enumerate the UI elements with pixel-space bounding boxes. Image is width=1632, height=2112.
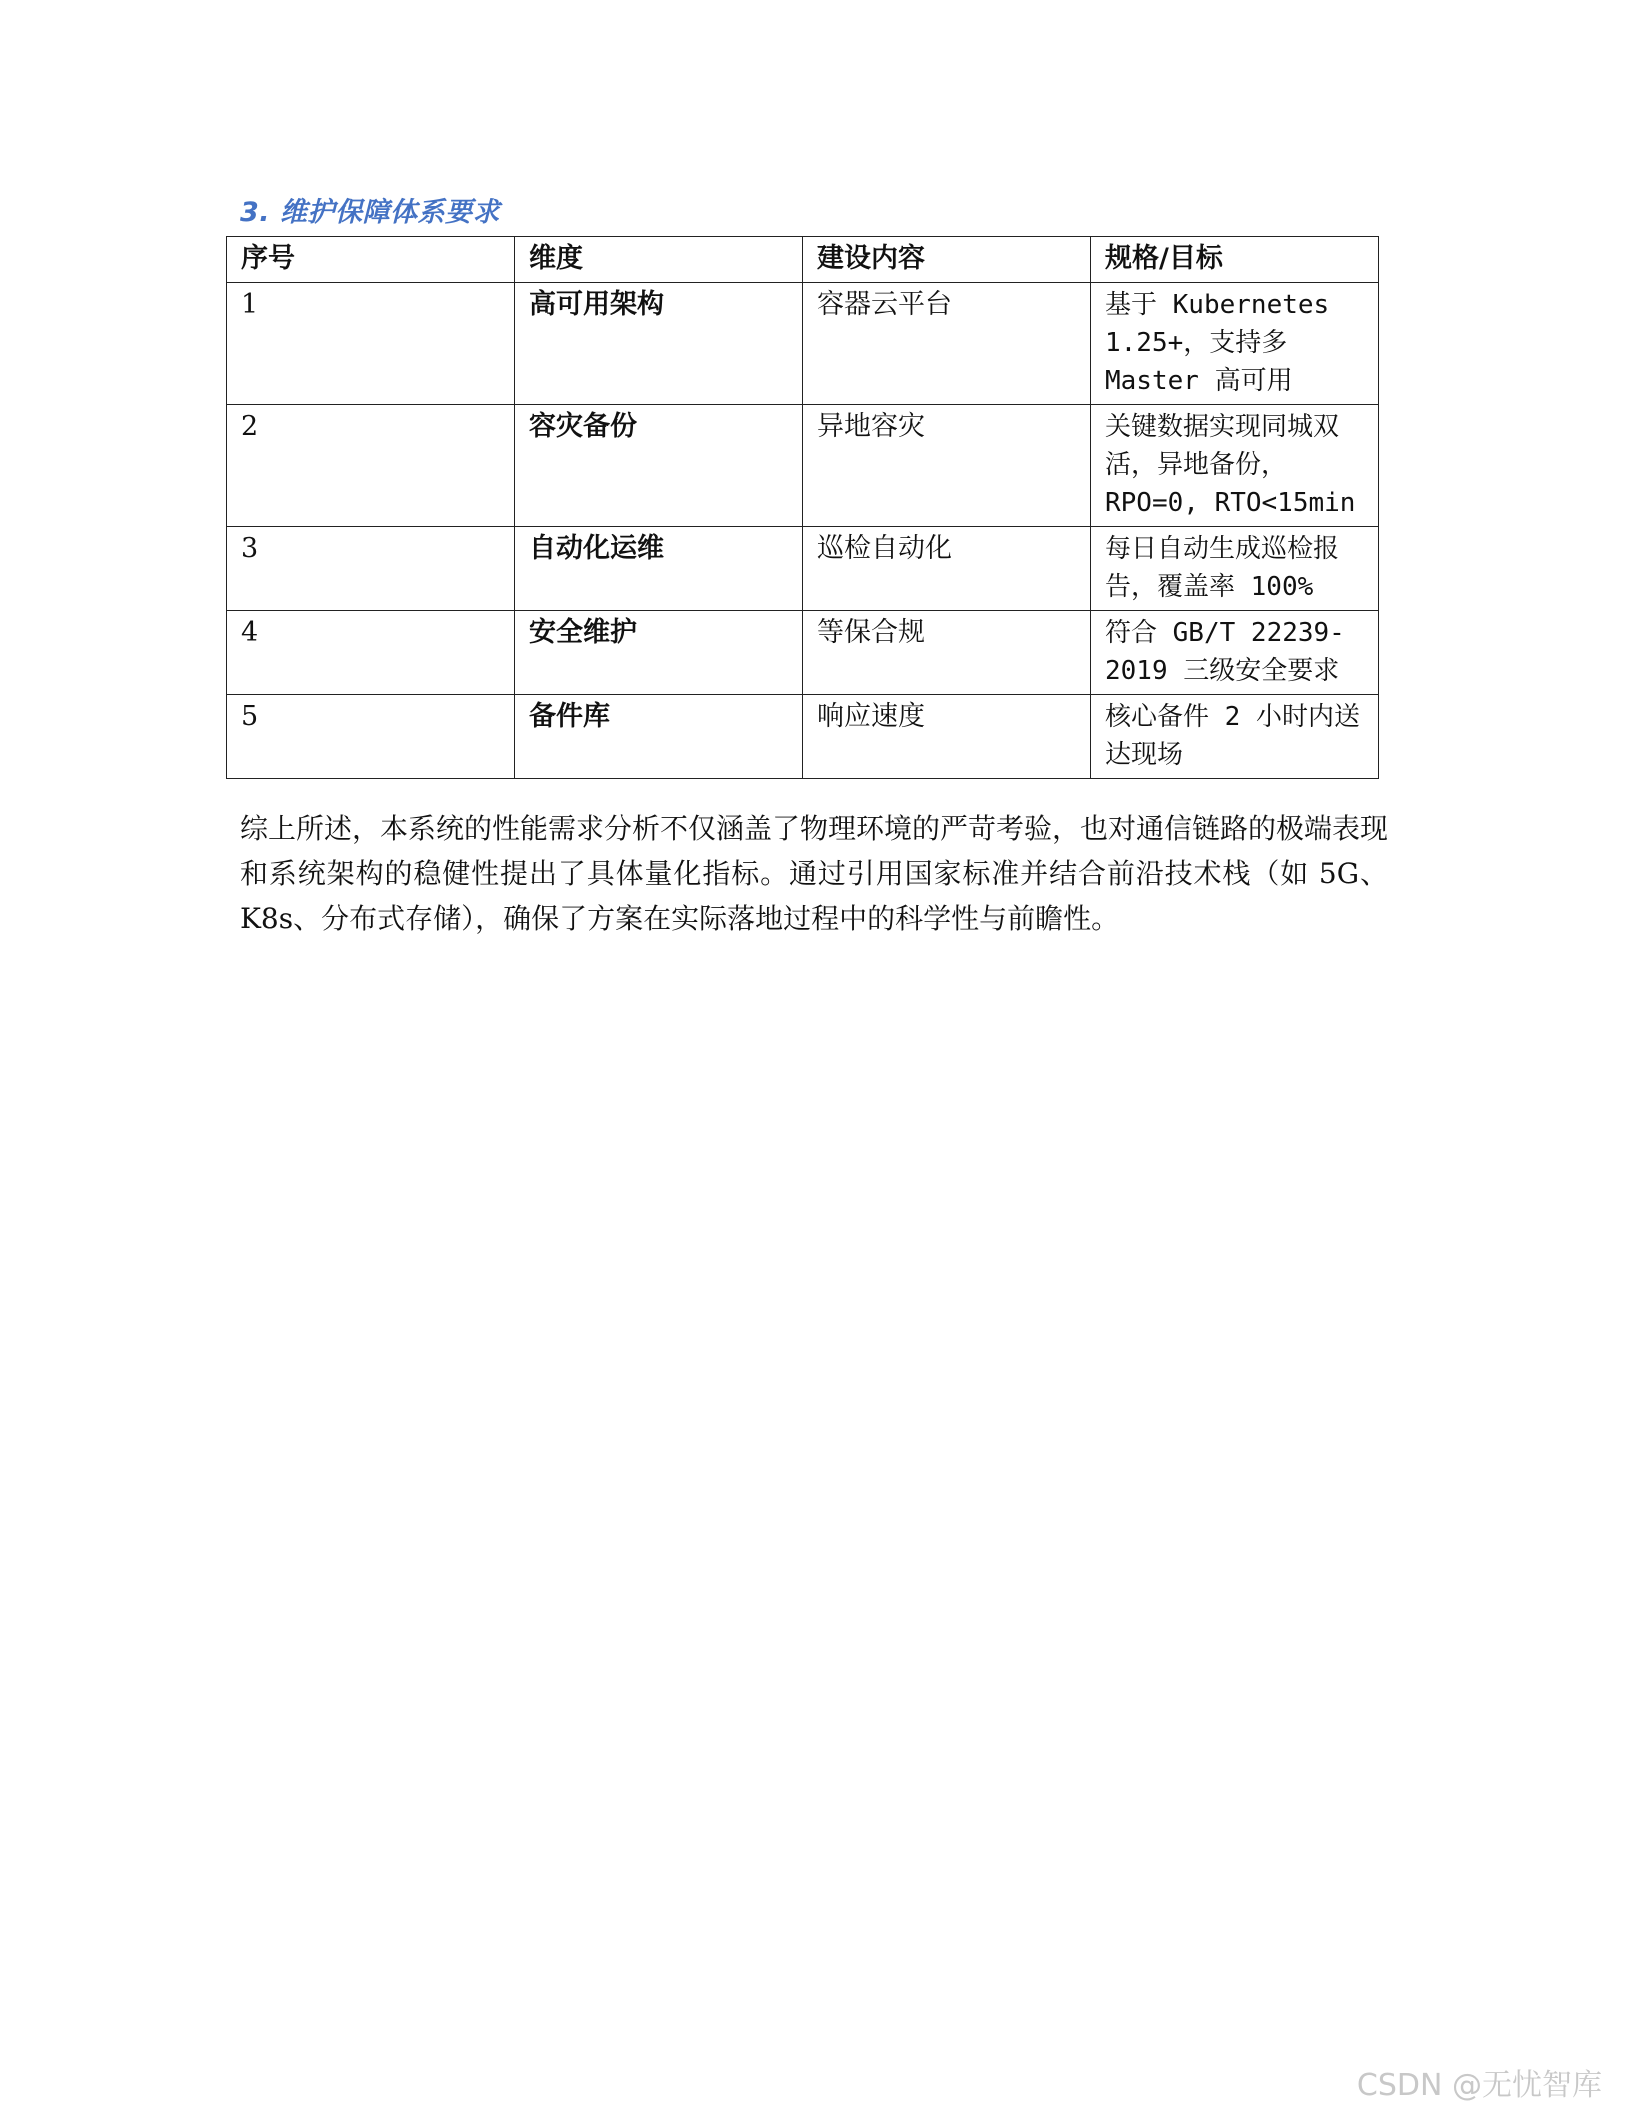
cell-spec: 核心备件 2 小时内送达现场 [1091,695,1379,779]
cell-seq: 5 [227,695,515,779]
cell-seq: 3 [227,527,515,611]
watermark: CSDN @无忧智库 [1356,2068,1602,2103]
table-row [227,405,1379,527]
cell-dimension: 备件库 [515,695,803,779]
table-header-row [227,237,1379,283]
cell-content: 异地容灾 [803,405,1091,527]
cell-spec: 基于 Kubernetes 1.25+，支持多 Master 高可用 [1091,283,1379,405]
header-seq: 序号 [227,237,515,283]
cell-spec: 每日自动生成巡检报告，覆盖率 100% [1091,527,1379,611]
cell-dimension: 容灾备份 [515,405,803,527]
table-row [227,283,1379,405]
table-row [227,611,1379,695]
cell-seq: 4 [227,611,515,695]
header-dimension: 维度 [515,237,803,283]
table-row [227,695,1379,779]
cell-dimension: 高可用架构 [515,283,803,405]
requirements-table [226,236,1379,779]
cell-seq: 1 [227,283,515,405]
cell-seq: 2 [227,405,515,527]
cell-content: 等保合规 [803,611,1091,695]
cell-dimension: 安全维护 [515,611,803,695]
header-spec: 规格/目标 [1091,237,1379,283]
cell-dimension: 自动化运维 [515,527,803,611]
cell-spec: 符合 GB/T 22239-2019 三级安全要求 [1091,611,1379,695]
table-row [227,527,1379,611]
summary-paragraph: 综上所述，本系统的性能需求分析不仅涵盖了物理环境的严苛考验，也对通信链路的极端表现和系统架构的稳健性提出了具体量化指标。通过引用国家标准并结合前沿技术栈（如 5G、K8s、分布式存储），确保了方案在实际落地过程中的科学性与前瞻性。 [240,812,1389,935]
cell-content: 巡检自动化 [803,527,1091,611]
cell-spec: 关键数据实现同城双活，异地备份，RPO=0, RTO<15min [1091,405,1379,527]
header-content: 建设内容 [803,237,1091,283]
cell-content: 容器云平台 [803,283,1091,405]
section-heading: 3. 维护保障体系要求 [240,197,500,228]
cell-content: 响应速度 [803,695,1091,779]
